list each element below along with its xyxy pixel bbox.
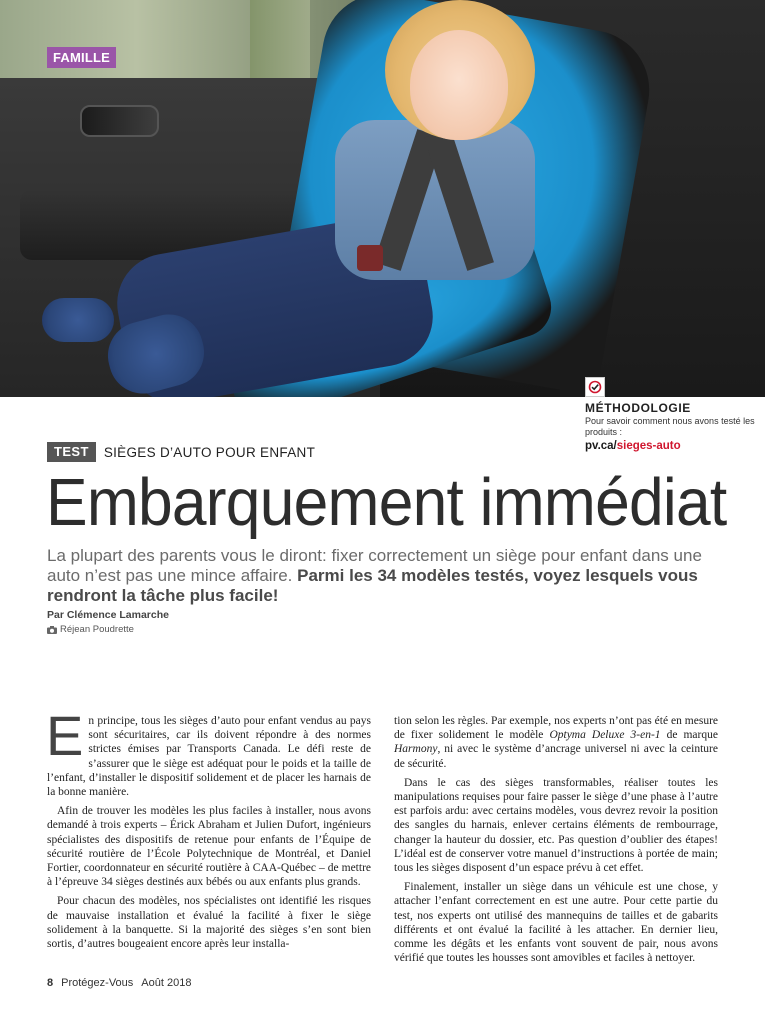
dropcap: E [46,704,84,767]
byline: Par Clémence Lamarche [47,609,169,621]
page-footer [47,977,191,989]
methodology-link-path: sieges-auto [616,440,681,452]
issue-date: Août 2018 [141,977,192,989]
photo-credit [47,624,134,635]
methodology-link[interactable] [585,440,755,453]
child-face [410,30,508,140]
body-text: , ni avec le système d’ancrage universel ni avec la ceinture de sécurité. [394,743,718,770]
methodology-box [585,377,755,453]
kicker-title: SIÈGES D’AUTO POUR ENFANT [103,444,316,460]
door-handle [80,105,159,137]
body-paragraph: Pour chacun des modèles, nos spécialistes ont identifié les risques de mauvaise installation et évalué la facilité à fixer le siège solidement à la banquette. Si la majorité des sièges s’en sont bien sortis, d’autres bougeaient encore après leur installa- [47,895,371,951]
deck [47,546,737,606]
methodology-link-host: pv.ca/ [585,440,617,452]
methodology-text: Pour savoir comment nous avons testé les produits : [585,416,755,437]
body-text: de marque [660,729,718,742]
body-paragraph: Afin de trouver les modèles les plus faciles à installer, nous avons demandé à trois experts – Érick Abraham et Julien Dufort, ingénieurs spécialistes des dispositifs de retenue pour enfants de l’Équipe de sécurité routière de l’École Polytechnique de Montréal, et Daniel Fortier, coordonnateur en sécurité routière à CAA-Québec – de mettre à l’épreuve 34 sièges destinés aux bébés ou aux enfants plus grands. [47,805,371,889]
publication-name: Protégez-Vous [61,977,134,989]
checkmark-badge-icon [585,377,605,397]
body-text: tion selon les règles. Par exemple, nos experts n’ont pas été en mesure de fixer solidement le modèle [394,715,718,742]
headline: Embarquement immédiat [46,465,727,540]
section-tag: FAMILLE [47,47,116,68]
deck-lead: La plupart des parents vous le diront: fixer correctement un siège pour enfant dans une auto n’est pas une mince affaire. [47,546,702,585]
photo-credit-name: Réjean Poudrette [60,624,134,635]
body-column-left [46,704,371,956]
body-paragraph [394,714,718,771]
test-tag: TEST [47,442,96,462]
body-paragraph [46,704,371,799]
brand-name: Harmony [394,743,438,756]
model-name: Optyma Deluxe 3-en-1 [549,729,661,742]
body-column-right [394,714,718,970]
body-paragraph-text: n principe, tous les sièges d’auto pour enfant vendus au pays sont sécuritaires, car ils doivent répondre à des normes strictes émises par Transports Canada. Le défi reste de s’assurer que le siège est adéquat pour le poids et la taille de l’enfant, d’installer le dispositif solidement et de placer les harnais de la bonne manière. [47,715,371,799]
child-shoe-left [42,298,114,342]
kicker [47,442,315,462]
harness-buckle [357,245,383,271]
deck-emphasis: Parmi les 34 modèles testés, voyez lesquels vous rendront la tâche plus facile! [47,566,698,605]
methodology-title: MÉTHODOLOGIE [585,401,691,415]
camera-icon [47,626,57,634]
page-number: 8 [47,977,54,989]
body-paragraph: Finalement, installer un siège dans un véhicule est une chose, y attacher l’enfant correctement en est une autre. Pour cette partie du test, nos experts ont utilisé des mannequins de tailles et de gabarits différents et ont évalué la facilité à les attacher. En dernier lieu, comme les dégâts et les enfants vont souvent de pair, nous avons vérifié que toutes les housses sont amovibles et faciles à nettoyer. [394,881,718,965]
body-paragraph: Dans le cas des sièges transformables, réaliser toutes les manipulations requises pour faire passer le siège d’une phase à l’autre est parfois ardu: avec certains modèles, vous devrez revoir la position des sangles du harnais, enlever certains éléments de rembourrage, changer la hauteur du dossier, etc. Pas question d’oublier des étapes! L’idéal est de conserver votre manuel d’instructions à portée de main; tous les sièges disposent d’un espace prévu à cet effet. [394,776,718,875]
